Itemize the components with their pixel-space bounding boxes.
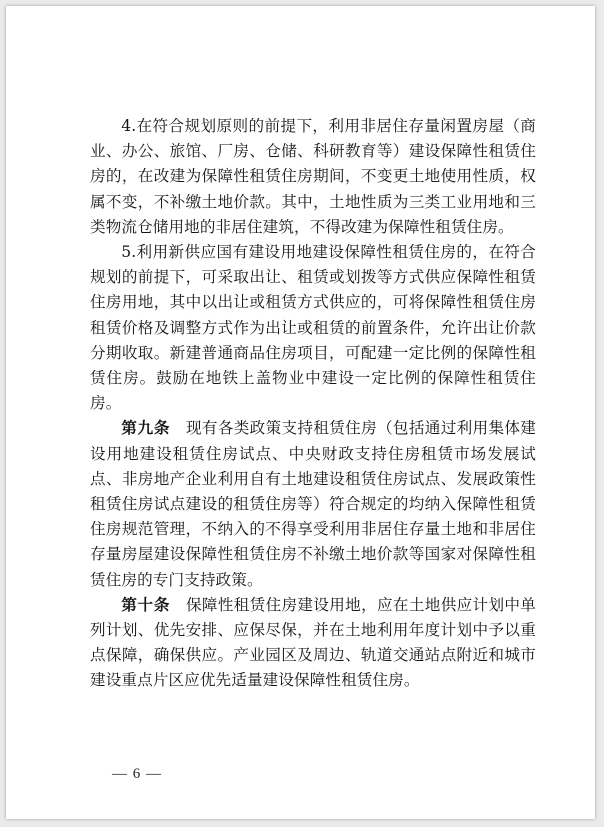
article-text: 现有各类政策支持租赁住房（包括通过利用集体建设用地建设租赁住房试点、中央财政支持住房租赁市场发展试点、非房地产企业利用自有土地建设租赁住房试点、发展政策性租赁住房试点建设的租赁住房等）符合规定的均纳入保障性租赁住房规范管理，不纳入的不得享受利用非居住存量土地和非居住存量房屋建设保障性租赁住房不补缴土地价款等国家对保障性租赁住房的专门支持政策。 xyxy=(90,419,536,589)
article-10 xyxy=(90,593,536,694)
paragraph-text: 5.利用新供应国有建设用地建设保障性租赁住房的，在符合规划的前提下，可采取出让、租赁或划拨等方式供应保障性租赁住房用地，其中以出让或租赁方式供应的，可将保障性租赁住房租赁价格及调整方式作为出让或租赁的前置条件，允许出让价款分期收取。新建普通商品住房项目，可配建一定比例的保障性租赁住房。鼓励在地铁上盖物业中建设一定比例的保障性租赁住房。 xyxy=(90,243,536,413)
paragraph-item-5 xyxy=(90,240,536,416)
article-heading: 第十条 xyxy=(121,595,171,614)
article-heading: 第九条 xyxy=(121,419,171,438)
article-text: 保障性租赁住房建设用地，应在土地供应计划中单列计划、优先安排、应保尽保，并在土地利用年度计划中予以重点保障，确保供应。产业园区及周边、轨道交通站点附近和城市建设重点片区应优先适量建设保障性租赁住房。 xyxy=(90,595,536,690)
document-body xyxy=(90,114,536,694)
article-9 xyxy=(90,416,536,592)
paragraph-text: 4.在符合规划原则的前提下，利用非居住存量闲置房屋（商业、办公、旅馆、厂房、仓储、科研教育等）建设保障性租赁住房的，在改建为保障性租赁住房期间，不变更土地使用性质，权属不变，不补缴土地价款。其中，土地性质为三类工业用地和三类物流仓储用地的非居住建筑，不得改建为保障性租赁住房。 xyxy=(90,117,536,236)
paragraph-item-4 xyxy=(90,114,536,240)
document-page xyxy=(6,6,595,819)
page-number: — 6 — xyxy=(112,766,162,782)
